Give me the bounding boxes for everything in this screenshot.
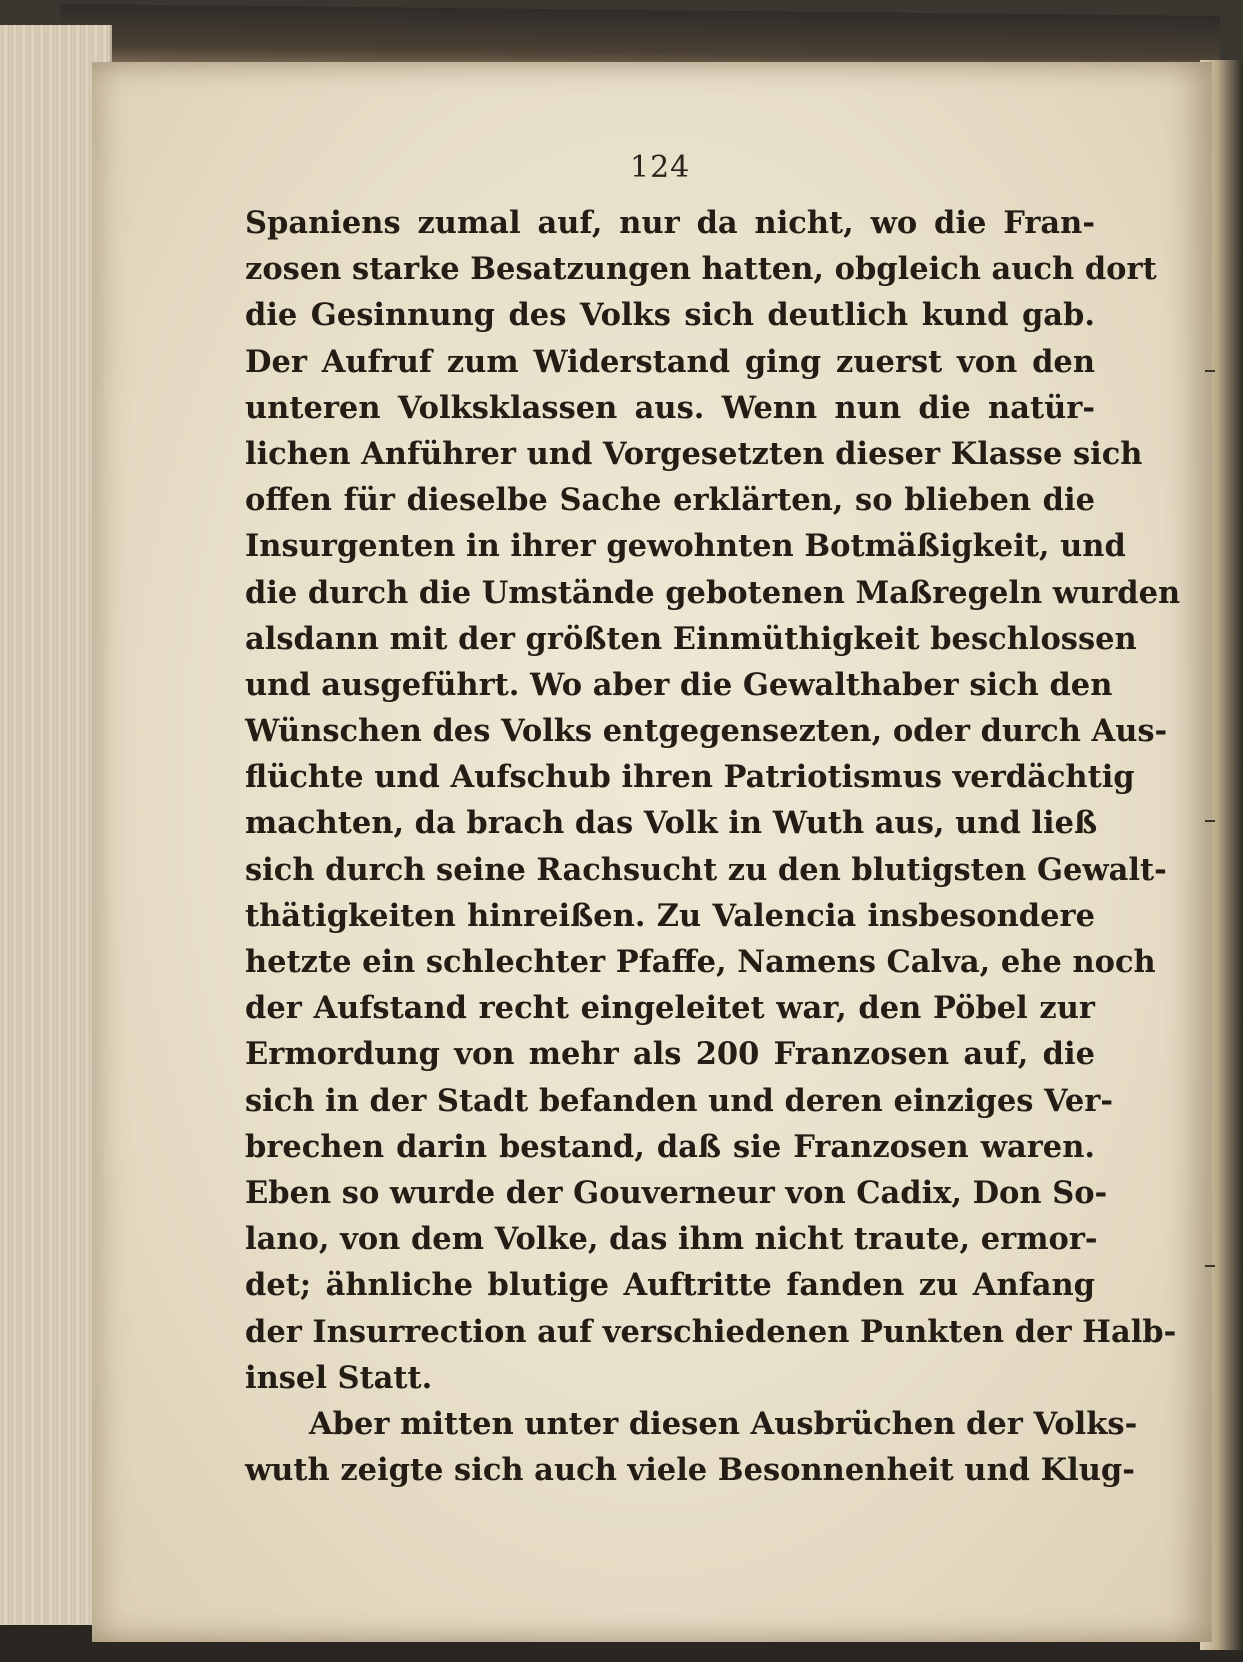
text-line: Insurgenten in ihrer gewohnten Botmäßigkeit, und xyxy=(245,528,1126,565)
text-line: thätigkeiten hinreißen. Zu Valencia insbesondere xyxy=(245,897,1095,934)
text-line: machten, da brach das Volk in Wuth aus, und ließ xyxy=(245,805,1098,842)
text-line: und ausgeführt. Wo aber die Gewalthaber sich den xyxy=(245,666,1113,703)
text-line: Spaniens zumal auf, nur da nicht, wo die Fran- xyxy=(245,205,1095,241)
margin-mark xyxy=(1205,370,1215,372)
margin-mark xyxy=(1205,1265,1215,1267)
text-line: der Aufstand recht eingeleitet war, den Pöbel zur xyxy=(245,990,1095,1027)
text-line: det; ähnliche blutige Auftritte fanden zu Anfang xyxy=(245,1267,1095,1304)
text-line: zosen starke Besatzungen hatten, obgleich auch dort xyxy=(245,251,1157,288)
page-number: 124 xyxy=(630,150,691,185)
text-line: flüchte und Aufschub ihren Patriotismus verdächtig xyxy=(245,759,1135,796)
text-line: lichen Anführer und Vorgesetzten dieser Klasse sich xyxy=(245,435,1143,472)
page-text xyxy=(245,200,1181,1493)
text-line: unteren Volksklassen aus. Wenn nun die natür- xyxy=(245,389,1095,426)
text-line: Eben so wurde der Gouverneur von Cadix, Don So- xyxy=(245,1174,1108,1211)
text-line: der Insurrection auf verschiedenen Punkten der Halb- xyxy=(245,1313,1177,1350)
text-line: sich durch seine Rachsucht zu den blutigsten Gewalt- xyxy=(245,851,1167,888)
text-line: Aber mitten unter diesen Ausbrüchen der Volks- xyxy=(309,1405,1138,1442)
text-line: insel Statt. xyxy=(245,1359,433,1396)
text-line: die durch die Umstände gebotenen Maßregeln wurden xyxy=(245,574,1181,611)
text-line: lano, von dem Volke, das ihm nicht traute, ermor- xyxy=(245,1221,1098,1258)
text-line: Wünschen des Volks entgegensezten, oder durch Aus- xyxy=(245,713,1168,750)
text-line: alsdann mit der größten Einmüthigkeit beschlossen xyxy=(245,620,1137,657)
text-line: die Gesinnung des Volks sich deutlich kund gab. xyxy=(245,297,1095,334)
text-line: wuth zeigte sich auch viele Besonnenheit und Klug- xyxy=(245,1452,1135,1489)
margin-mark xyxy=(1205,820,1215,822)
text-line: Ermordung von mehr als 200 Franzosen auf, die xyxy=(245,1036,1095,1073)
text-line: sich in der Stadt befanden und deren einziges Ver- xyxy=(245,1082,1114,1119)
text-line: hetzte ein schlechter Pfaffe, Namens Calva, ehe noch xyxy=(245,944,1156,980)
text-line: Der Aufruf zum Widerstand ging zuerst von den xyxy=(245,343,1095,380)
text-line: brechen darin bestand, daß sie Franzosen waren. xyxy=(245,1128,1095,1165)
text-line: offen für dieselbe Sache erklärten, so blieben die xyxy=(245,482,1095,519)
